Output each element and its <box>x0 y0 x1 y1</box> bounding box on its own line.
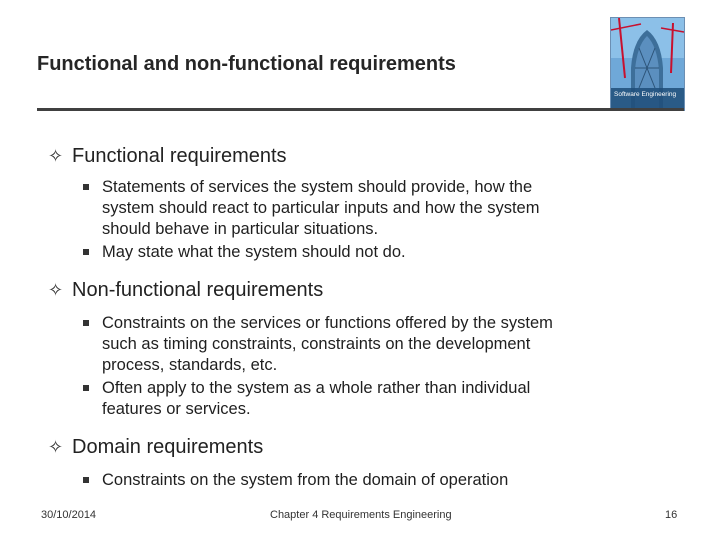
bullet-line: Constraints on the system from the domain of operation <box>102 471 509 489</box>
bullet-level1 <box>48 277 668 303</box>
bullet-line: features or services. <box>102 400 251 418</box>
footer-date: 30/10/2014 <box>41 509 97 521</box>
square-bullet-icon <box>83 477 89 483</box>
title-divider <box>37 108 684 111</box>
bullet-level2 <box>48 242 668 263</box>
bullet-level2 <box>48 470 668 491</box>
footer-page-number: 16 <box>665 509 678 521</box>
bullet-line: process, standards, etc. <box>102 356 278 374</box>
bullet-level1 <box>48 434 668 460</box>
footer-chapter: Chapter 4 Requirements Engineering <box>270 509 452 521</box>
book-cover-image <box>610 17 685 111</box>
bullet-level2 <box>48 313 668 376</box>
bullet-line: Constraints on the services or functions offered by the system <box>102 314 553 332</box>
content-area <box>48 143 668 491</box>
bullet-line: such as timing constraints, constraints on the development <box>102 335 531 353</box>
section-functional <box>48 143 668 263</box>
bullet-line: system should react to particular inputs and how the system <box>102 199 540 217</box>
four-point-star-icon: ✧ <box>48 280 64 300</box>
slide-title: Functional and non-functional requirements <box>37 53 456 75</box>
square-bullet-icon <box>83 249 89 255</box>
bullet-level2 <box>48 378 668 420</box>
square-bullet-icon <box>83 385 89 391</box>
bullet-level1 <box>48 143 668 169</box>
bullet-line: Statements of services the system should provide, how the <box>102 178 533 196</box>
bullet-level2 <box>48 177 668 240</box>
four-point-star-icon: ✧ <box>48 146 64 166</box>
square-bullet-icon <box>83 184 89 190</box>
section-heading: Functional requirements <box>72 145 287 167</box>
bullet-line: Often apply to the system as a whole rather than individual <box>102 379 531 397</box>
bullet-line: May state what the system should not do. <box>102 243 406 261</box>
section-heading: Domain requirements <box>72 436 264 458</box>
section-non-functional <box>48 277 668 420</box>
book-title: Software Engineering <box>614 91 677 98</box>
square-bullet-icon <box>83 320 89 326</box>
bullet-line: should behave in particular situations. <box>102 220 379 238</box>
section-heading: Non-functional requirements <box>72 279 324 301</box>
section-domain <box>48 434 668 491</box>
four-point-star-icon: ✧ <box>48 437 64 457</box>
